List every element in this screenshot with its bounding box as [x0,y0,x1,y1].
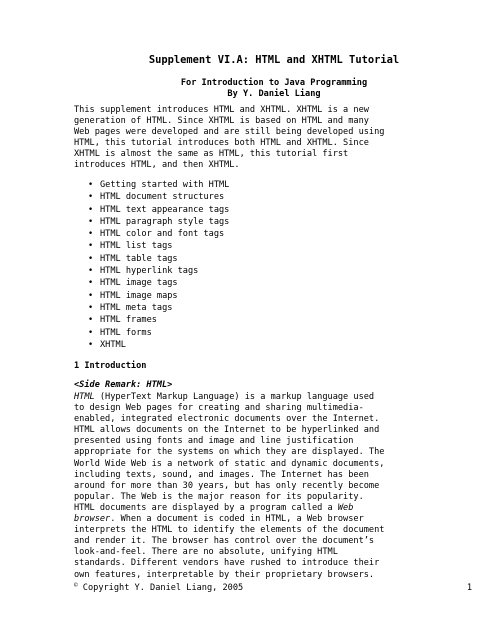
list-item-label: HTML color and font tags [100,229,225,240]
list-item [88,240,229,252]
body-line [74,514,474,525]
list-item-label: HTML list tags [100,241,173,252]
bullet-icon: • [88,266,94,277]
list-item-label: HTML document structures [100,192,225,203]
document-title: Supplement VI.A: HTML and XHTML Tutorial [148,54,400,66]
term-browser: browser [74,514,111,525]
list-item [88,204,229,216]
page-number: 1 [466,583,472,593]
topic-list [88,179,229,351]
intro-line: Web pages were developed and are still being developed using [74,127,385,137]
list-item-label: HTML paragraph style tags [100,216,230,227]
body-line [74,503,474,514]
bullet-icon: • [88,229,94,240]
body-paragraph [74,392,474,581]
list-item-label: XHTML [100,339,126,350]
intro-line: HTML, this tutorial introduces both HTML and XHTML. Since [74,138,369,148]
list-item [88,339,229,351]
intro-line: generation of HTML. Since XHTML is based on HTML and many [74,116,369,126]
list-item-label: HTML forms [100,327,152,338]
list-item [88,277,229,289]
bullet-icon: • [88,290,94,301]
document-subtitle: For Introduction to Java Programming [180,78,368,88]
body-line: standards. Different vendors have rushed to introduce their [74,558,380,569]
intro-line: XHTML is almost the same as HTML, this tutorial first [74,149,349,159]
bullet-icon: • [88,302,94,313]
copyright-text: Copyright Y. Daniel Liang, 2005 [77,583,244,593]
list-item [88,314,229,326]
bullet-icon: • [88,278,94,289]
body-line-text: HTML documents are displayed by a program called a [74,502,338,513]
list-item-label: Getting started with HTML [100,180,230,190]
list-item [88,265,229,277]
list-item [88,290,229,302]
list-item [88,216,229,228]
list-item-label: HTML frames [100,315,157,326]
list-item [88,228,229,240]
body-line: World Wide Web is a network of static and dynamic documents, [74,458,385,469]
copyright-icon: © [74,582,78,589]
list-item-label: HTML table tags [100,253,178,264]
bullet-icon: • [88,204,94,215]
section-heading: 1 Introduction [74,361,147,371]
list-item [88,179,229,191]
intro-line: This supplement introduces HTML and XHTML. XHTML is a new [74,105,369,115]
list-item [88,253,229,265]
list-item-label: HTML hyperlink tags [100,266,199,277]
body-line: interprets the HTML to identify the elements of the document [74,525,385,536]
list-item-label: HTML meta tags [100,302,173,313]
side-remark: <Side Remark: HTML> [74,380,173,390]
bullet-icon: • [88,216,94,227]
list-item-label: HTML image maps [100,290,178,301]
list-item-label: HTML image tags [100,278,178,289]
body-line: popular. The Web is the major reason for its popularity. [74,491,364,502]
list-item [88,302,229,314]
body-line: and render it. The browser has control over the document’s [74,536,375,547]
term-html: HTML [74,392,95,402]
body-line: around for more than 30 years, but has only recently become [74,480,380,491]
bullet-icon: • [88,180,94,190]
intro-line: introduces HTML, and then XHTML. [74,160,240,170]
bullet-icon: • [88,241,94,252]
page-footer [74,583,474,594]
list-item-label: HTML text appearance tags [100,204,230,215]
bullet-icon: • [88,327,94,338]
bullet-icon: • [88,315,94,326]
body-line: look-and-feel. There are no absolute, unifying HTML [74,547,338,558]
body-line: to design Web pages for creating and sharing multimedia- [74,403,364,414]
bullet-icon: • [88,339,94,350]
document-author: By Y. Daniel Liang [227,89,321,99]
body-line: appropriate for the systems on which they are displayed. The [74,447,385,458]
copyright-notice [74,583,243,594]
term-web: Web [337,502,354,513]
body-line-text: . When a document is coded in HTML, a Web browser [110,514,364,525]
intro-paragraph [74,105,474,171]
bullet-icon: • [88,253,94,264]
body-line: presented using fonts and image and line justification [74,436,354,447]
body-line: HTML allows documents on the Internet to be hyperlinked and [74,425,380,436]
body-line-text: (HyperText Markup Language) is a markup language used [94,392,375,402]
list-item [88,327,229,339]
body-line: including texts, sound, and images. The Internet has been [74,469,369,480]
body-line [74,392,474,403]
body-line: own features, interpretable by their proprietary browsers. [74,569,375,580]
list-item [88,191,229,203]
bullet-icon: • [88,192,94,203]
body-line: enabled, integrated electronic documents over the Internet. [74,414,380,425]
